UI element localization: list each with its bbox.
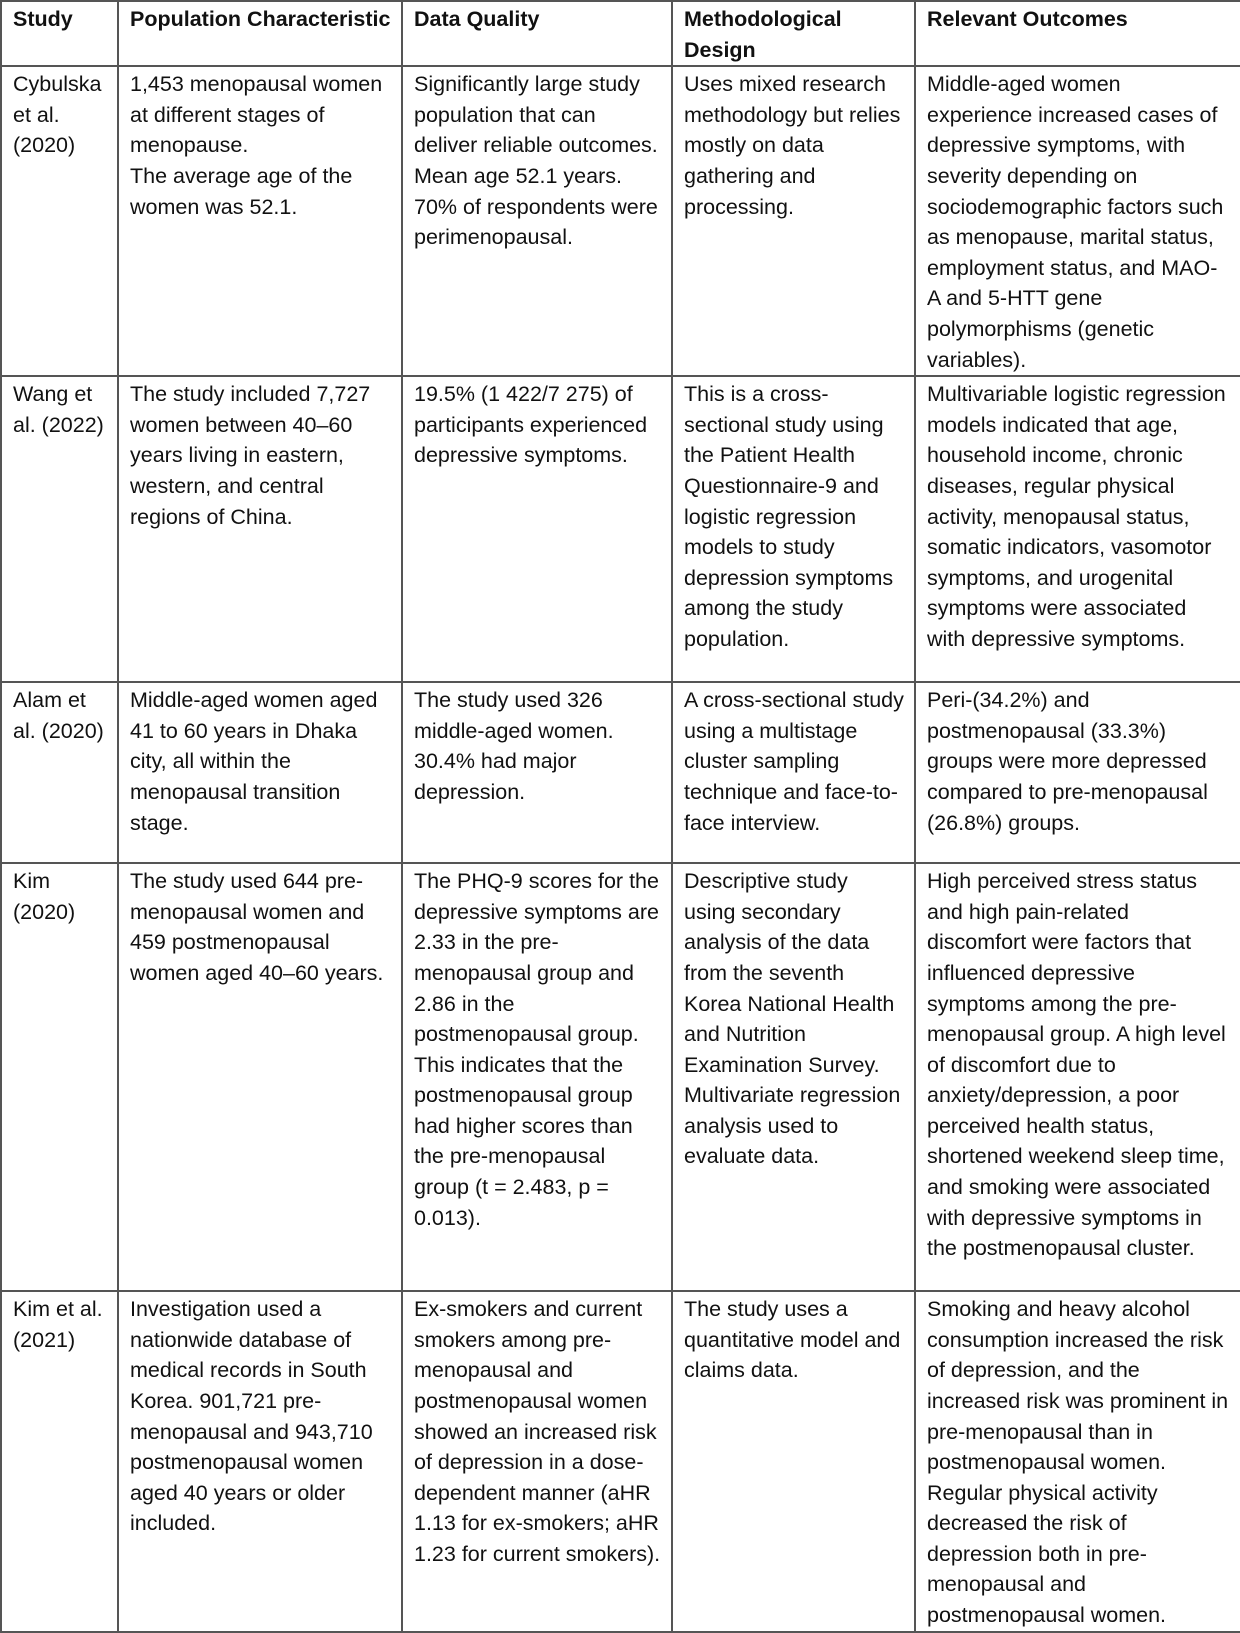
design-cell: Uses mixed research methodology but relies mostly on data gathering and processing. — [672, 66, 915, 376]
quality-cell: Ex-smokers and current smokers among pre-menopausal and postmenopausal women showed an increased risk of depression in a dose-dependent manner (aHR 1.13 for ex-smokers; aHR 1.23 for current smokers). — [402, 1291, 672, 1632]
design-cell: A cross-sectional study using a multistage cluster sampling technique and face-to-face interview. — [672, 682, 915, 863]
header-data-quality: Data Quality — [402, 1, 672, 66]
population-cell: Middle-aged women aged 41 to 60 years in Dhaka city, all within the menopausal transition stage. — [118, 682, 402, 863]
header-study: Study — [1, 1, 118, 66]
population-cell: 1,453 menopausal women at different stages of menopause. The average age of the women was 52.1. — [118, 66, 402, 376]
outcomes-cell: Multivariable logistic regression models indicated that age, household income, chronic diseases, regular physical activity, menopausal status, somatic indicators, vasomotor symptoms, and urogenital symptoms were associated with depressive symptoms. — [915, 376, 1240, 682]
quality-cell: Significantly large study population that can deliver reliable outcomes. Mean age 52.1 years. 70% of respondents were perimenopausal. — [402, 66, 672, 376]
table-row — [1, 863, 1240, 1291]
outcomes-cell: Smoking and heavy alcohol consumption increased the risk of depression, and the increased risk was prominent in pre-menopausal than in postmenopausal women. Regular physical activity decreased the risk of depression both in pre-menopausal and postmenopausal women. — [915, 1291, 1240, 1632]
design-cell: The study uses a quantitative model and claims data. — [672, 1291, 915, 1632]
population-cell: The study included 7,727 women between 40–60 years living in eastern, western, and central regions of China. — [118, 376, 402, 682]
study-cell: Wang et al. (2022) — [1, 376, 118, 682]
quality-cell: 19.5% (1 422/7 275) of participants experienced depressive symptoms. — [402, 376, 672, 682]
header-row — [1, 1, 1240, 66]
study-cell: Kim (2020) — [1, 863, 118, 1291]
population-cell: The study used 644 pre-menopausal women and 459 postmenopausal women aged 40–60 years. — [118, 863, 402, 1291]
outcomes-cell: Middle-aged women experience increased cases of depressive symptoms, with severity depending on sociodemographic factors such as menopause, marital status, employment status, and MAO-A and 5-HTT gene polymorphisms (genetic variables). — [915, 66, 1240, 376]
population-cell: Investigation used a nationwide database of medical records in South Korea. 901,721 pre-menopausal and 943,710 postmenopausal women aged 40 years or older included. — [118, 1291, 402, 1632]
table-row — [1, 376, 1240, 682]
header-methodological-design: Methodological Design — [672, 1, 915, 66]
table-header — [1, 1, 1240, 66]
study-cell: Cybulska et al. (2020) — [1, 66, 118, 376]
quality-cell: The PHQ-9 scores for the depressive symptoms are 2.33 in the pre-menopausal group and 2.86 in the postmenopausal group. This indicates that the postmenopausal group had higher scores than the pre-menopausal group (t = 2.483, p = 0.013). — [402, 863, 672, 1291]
outcomes-cell: Peri-(34.2%) and postmenopausal (33.3%) groups were more depressed compared to pre-menopausal (26.8%) groups. — [915, 682, 1240, 863]
header-relevant-outcomes: Relevant Outcomes — [915, 1, 1240, 66]
study-cell: Kim et al. (2021) — [1, 1291, 118, 1632]
header-population-characteristic: Population Characteristic — [118, 1, 402, 66]
design-cell: This is a cross-sectional study using the Patient Health Questionnaire-9 and logistic regression models to study depression symptoms among the study population. — [672, 376, 915, 682]
table-row — [1, 66, 1240, 376]
table-body — [1, 66, 1240, 1631]
outcomes-cell: High perceived stress status and high pain-related discomfort were factors that influenced depressive symptoms among the pre-menopausal group. A high level of discomfort due to anxiety/depression, a poor perceived health status, shortened weekend sleep time, and smoking were associated with depressive symptoms in the postmenopausal cluster. — [915, 863, 1240, 1291]
study-cell: Alam et al. (2020) — [1, 682, 118, 863]
table-row — [1, 682, 1240, 863]
design-cell: Descriptive study using secondary analysis of the data from the seventh Korea National Health and Nutrition Examination Survey. Multivariate regression analysis used to evaluate data. — [672, 863, 915, 1291]
quality-cell: The study used 326 middle-aged women. 30.4% had major depression. — [402, 682, 672, 863]
table-row — [1, 1291, 1240, 1632]
